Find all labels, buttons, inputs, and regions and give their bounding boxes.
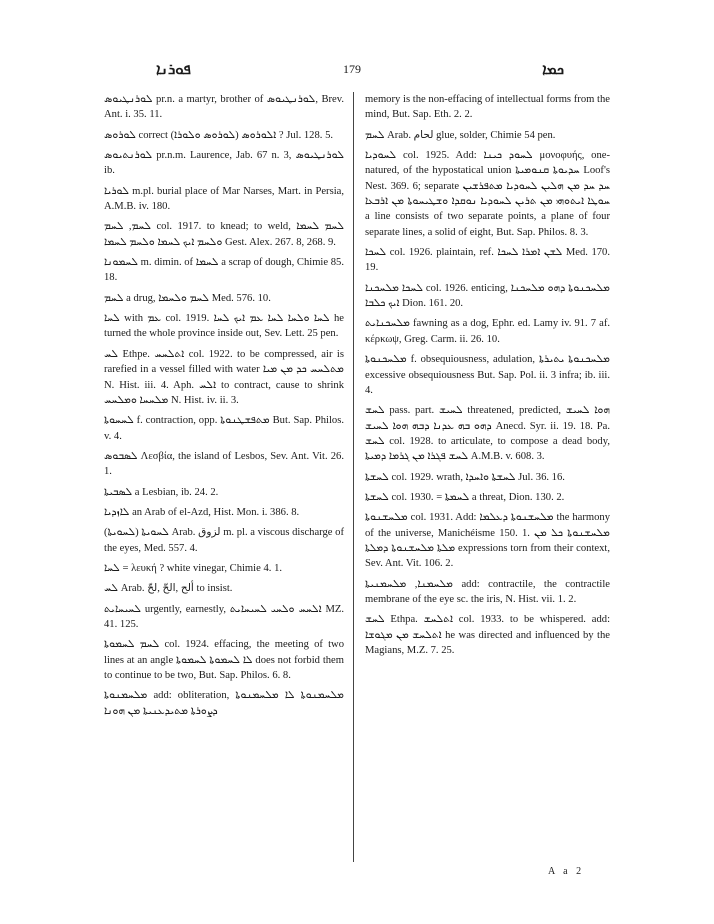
right-column [365, 92, 610, 663]
dictionary-entry: ܠܚܫܬܐ col. 1930. = ܠܚܡܬܐ a threat, Dion. 130. 2. [365, 491, 565, 503]
dictionary-entry: ܡܠܚܟܢܐܝܬ fawning as a dog, Ephr. ed. Lamy iv. 91. 7 af. κέρκωψ, Greg. Carm. ii. 26. 10. [365, 318, 610, 345]
dictionary-entry: ܠܚܫܬܐ col. 1929. wrath, ܠܚܫܬܐ ܘܐܚܕܐ Jul. 36. 16. [365, 471, 565, 483]
dictionary-entry: ܠܚܐ = λευκή ? white vinegar, Chimie 4. 1. [104, 562, 283, 574]
dictionary-entry: ܡܠܚܫܢܘܬܐ col. 1931. Add: ܡܠܚܫܢܘܬܐ ܕܥܠܡܐ the harmony of the universe, Manichéisme 150. 1. ܡܠܚܫܢܘܬܐ ܟܠ ܡܢ ܡܠܬܐ ܡܠܚܫܢܘܬܐ ܕܡܠܬܐ expressions torn from their context, Sev. Ant. Vit. 106. 2. [365, 512, 611, 570]
signature-mark: A a 2 [548, 866, 585, 877]
running-header [104, 60, 604, 82]
dictionary-entry: (ܠܚܘܝܬܐ) ܠܚܘܝܬܐ Arab. لزوق m. pl. a viscous discharge of the eyes, Med. 557. 4. [104, 527, 344, 554]
dictionary-entry: ܠܚܟܐ ܡܠܚܟܢܐ col. 1926. enticing, ܡܠܚܟܢܘܬܐ ܕܗܘ ܡܠܚܟܢܐ ܐܝܟ ܟܠܒܐ Dion. 161. 20. [365, 282, 610, 310]
dictionary-entry: ܠܘܪܢܛܝܘܣ pr.n. a martyr, brother of ܠܘܪܢܛܝܘܣ, Brev. Ant. i. 35. 11. [104, 94, 344, 121]
dictionary-entry: ܡܠܚܟܢܘܬܐ f. obsequiousness, adulation, ܡܠܚܟܢܘܬܐ ܝܬܝܪܬܐ excessive obsequiousness But. Sap. Pol. ii. 3 infra; ib. iii. 4. [365, 354, 610, 396]
dictionary-entry: ܠܚܡ Arab. لحام glue, solder, Chimie 54 pen. [365, 129, 556, 141]
dictionary-entry: ܠܚܟܐ col. 1926. plaintain, ref. ܠܫܢ ܐܡܪܐ ܠܚܟܐ Med. 170. 19. [365, 247, 611, 274]
dictionary-entry: ܠܚܝܚܐܝܬ urgently, earnestly, ܐܠܚܚ ܘܠܚܝ ܠܚܝܚܐܝܬ MZ. 41. 125. [104, 603, 345, 630]
dictionary-entry: ܡܠܚܡܢܐ, ܡܠܚܡܢܝܬܐ add: contractile, the contractile membrane of the eye sc. the iris, N. Hist. vii. 1. 2. [365, 578, 610, 605]
dictionary-entry: ܠܚܫ Ethpa. ܐܬܠܚܫ col. 1933. to be whispered. add: ܐܬܠܚܫ ܡܢ ܡܓܘܫܐ he was directed and influenced by the Magians, M.Z. 7. 25. [365, 614, 611, 656]
dictionary-entry: ܠܘܪܘܣ correct (ܠܘܪܘܣ ܘܠܘܪܐ) ܐܠܘܪܘܣ ? Jul. 128. 5. [104, 129, 334, 141]
dictionary-entry: ܠܚܡ, ܠܚܡ col. 1917. to knead; to weld, ܠܚܡ ܠܚܡܐ ܘܠܚܡ ܐܝܟ ܠܚܡܐ ܘܠܚܡ ܠܚܡܐ Gest. Alex. 267. 8, 268. 9. [104, 221, 344, 248]
dictionary-entry: ܡܠܚܡܢܘܬܐ add: obliteration, ܡܠܚܡܢܘܬܐ ܠܐ ܡܠܚܡܢܘܬܐ ܕܨܘܪܬܐ ܡܬܝܕܥܢܝܬܐ ܡܢ ܗܘܢܐ [104, 690, 344, 717]
dictionary-entry: ܠܣܒܘܣ Λεσβία, the island of Lesbos, Sev. Ant. Vit. 26. 1. [104, 450, 344, 478]
dictionary-entry: ܠܚܡܘܢܐ m. dimin. of ܠܚܡܐ a scrap of dough, Chimie 85. 18. [104, 257, 344, 284]
dictionary-entry: ܠܚ Arab. ألح ,الحّ ,لحّ to insist. [104, 583, 233, 595]
dictionary-entry: ܠܣܒܝܬܐ a Lesbian, ib. 24. 2. [104, 486, 219, 498]
dictionary-entry: ܠܚܐ with ܥܡ col. 1919. ܠܚܐ ܘܠܚܐ ܠܚܐ ܥܡ ܐܝܟ ܠܚܐ he turned the whole province inside out, Sev. Lett. 25 pen. [104, 313, 344, 340]
dictionary-entry: ܠܚܫ pass. part. ܠܚܝܫ threatened, predicted, ܗܘܐ ܠܚܝܫ ܕܗܘ ܒܗ ܥܕܢܐ ܕܒܗ ܗܘܐ ܠܚܝܫ Anecd. Syr. ii. 19. 18. Pa. ܠܚܫ col. 1928. to articulate, to compose a dead body, ܠܚܫ ܦܓܪܐ ܡܢ ܓܪܡܐ ܕܡܝܬܐ A.M.B. v. 608. 3. [365, 405, 610, 463]
dictionary-entry: ܠܚܡ a drug, ܠܚܡ ܘܠܚܡܐ Med. 576. 10. [104, 292, 271, 304]
left-column [104, 92, 344, 724]
dictionary-entry: ܠܘܪܝܐ m.pl. burial place of Mar Narses, Mart. in Persia, A.M.B. iv. 180. [104, 185, 344, 213]
dictionary-entry: ܠܚܡ ܠܚܡܘܬܐ col. 1924. effacing, the meeting of two lines at an angle ܠܐ ܠܚܡܘܬܐ ܠܚܡܘܬܐ does not forbid them to continue to be two, But. Sap. Philos. 6. 8. [104, 639, 344, 681]
dictionary-entry: ܠܘܪܢܬܝܘܣ pr.n.m. Laurence, Jab. 67 n. 3, ܠܘܪܢܛܝܘܣ ib. [104, 150, 344, 177]
dictionary-entry: memory is the non-effacing of intellectual forms from the mind, But. Sap. Eth. 2. 2. [365, 94, 610, 121]
page-number: 179 [343, 62, 361, 76]
dictionary-entry: ܠܚ Ethpe. ܐܬܠܚܚ col. 1922. to be compressed, air is rarefied in a vessel filled with water ܡܬܠܚܚ ܟܕ ܡܢ ܡܝܐ N. Hist. iii. 4. Aph. ܐܠܚ to contract, cause to shrink ܡܠܚܚܐ ܘܡܠܚܚ N. Hist. iv. ii. 3. [104, 348, 345, 406]
right-headword: ܟܡܐ [542, 60, 564, 78]
dictionary-entry: ܠܚܚܘܬܐ f. contraction, opp. ܡܬܦܫܛܢܘܬܐ But. Sap. Philos. v. 4. [104, 415, 344, 442]
left-headword: ܦܘܪܢܐ [156, 60, 191, 78]
dictionary-entry: ܠܚܘܕܝܐ col. 1925. Add: ܠܚܘܕ ܟܝܢܐ μονοφυής, one-natured, of the hypostatical union ܚܕܝܘܬܐ ܩܢܘܡܝܬܐ Loof's Nest. 369. 6; separate ܚܕ ܚܕ ܡܢ ܗܠܝܢ ܠܚܘܕܝܐ ܡܬܦܪܫܝܢ ܚܘܛܐ ܐܝܬܘܗܝ ܡܢ ܬܪܝܢ ܠܚܘܕܝܐ ܢܘܩܕܐ ܘܫܛܝܚܘܬܐ ܡܢ ܐܪܒܥܐ a line consists of two separate points, a plane of four separate lines, a solid of eight, But. Sap. Philos. 8. 3. [365, 150, 610, 238]
dictionary-entry: ܠܐܙܕܝܐ an Arab of el-Azd, Hist. Mon. i. 386. 8. [104, 506, 300, 518]
column-divider [353, 92, 354, 862]
